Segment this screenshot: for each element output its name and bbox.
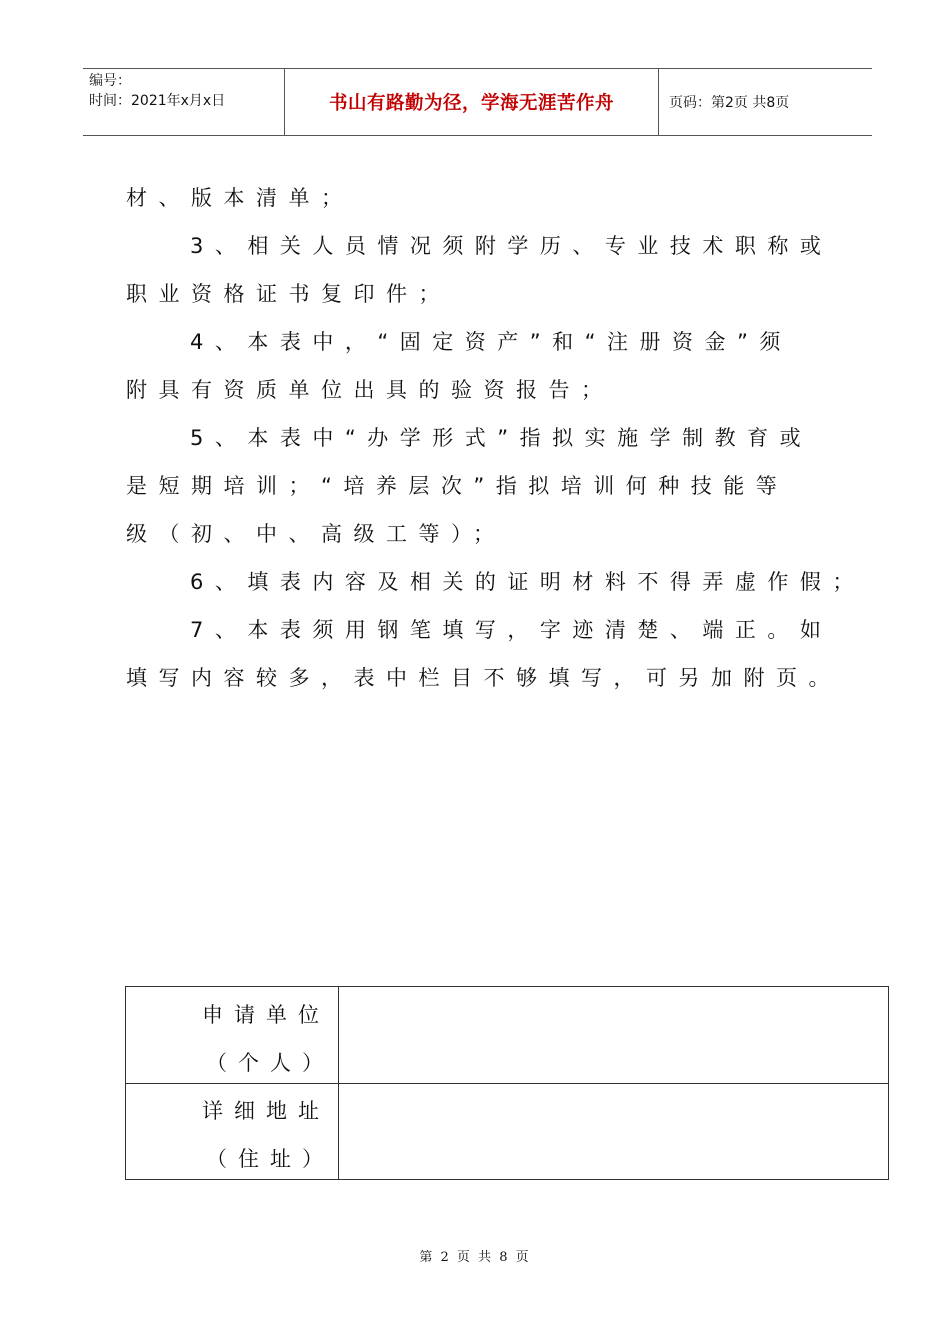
body-line: 6、填表内容及相关的证明材料不得弄虚作假；: [190, 570, 865, 594]
doc-date-label: 时间：2021年x月x日: [89, 93, 226, 109]
body-line: 填写内容较多，表中栏目不够填写，可另加附页。: [126, 666, 841, 690]
body-line: 材、版本清单；: [126, 186, 354, 210]
address-sublabel: （住址）: [206, 1147, 334, 1171]
body-line: 职业资格证书复印件；: [126, 282, 451, 306]
applicant-unit-sublabel: （个人）: [206, 1051, 334, 1075]
body-line: 级（初、中、高级工等）；: [126, 522, 506, 546]
page-footer: 第 2 页 共 8 页: [419, 1250, 531, 1265]
table-row: [126, 1083, 888, 1180]
table-row: [126, 987, 888, 1084]
body-line: 4、本表中，“固定资产”和“注册资金”须: [190, 330, 792, 354]
body-line: 5、本表中“办学形式”指拟实施学制教育或: [190, 426, 813, 450]
body-line: 附具有资质单位出具的验资报告；: [126, 378, 614, 402]
body-line: 是短期培训；“培养层次”指拟培训何种技能等: [126, 474, 789, 498]
doc-number-label: 编号：: [89, 73, 131, 89]
body-line: 3、相关人员情况须附学历、专业技术职称或: [190, 234, 833, 258]
header-meta: [83, 69, 285, 135]
address-label: 详细地址: [202, 1099, 330, 1123]
header-motto: 书山有路勤为径，学海无涯苦作舟: [285, 69, 659, 135]
header-page-label: 页码：第2页 共8页: [669, 95, 790, 111]
address-field[interactable]: [339, 1083, 888, 1180]
page-header: [83, 68, 872, 136]
applicant-table: [125, 986, 889, 1180]
applicant-unit-field[interactable]: [339, 987, 888, 1083]
applicant-unit-label: 申请单位: [202, 1003, 330, 1027]
body-line: 7、本表须用钢笔填写，字迹清楚、端正。如: [190, 618, 833, 642]
